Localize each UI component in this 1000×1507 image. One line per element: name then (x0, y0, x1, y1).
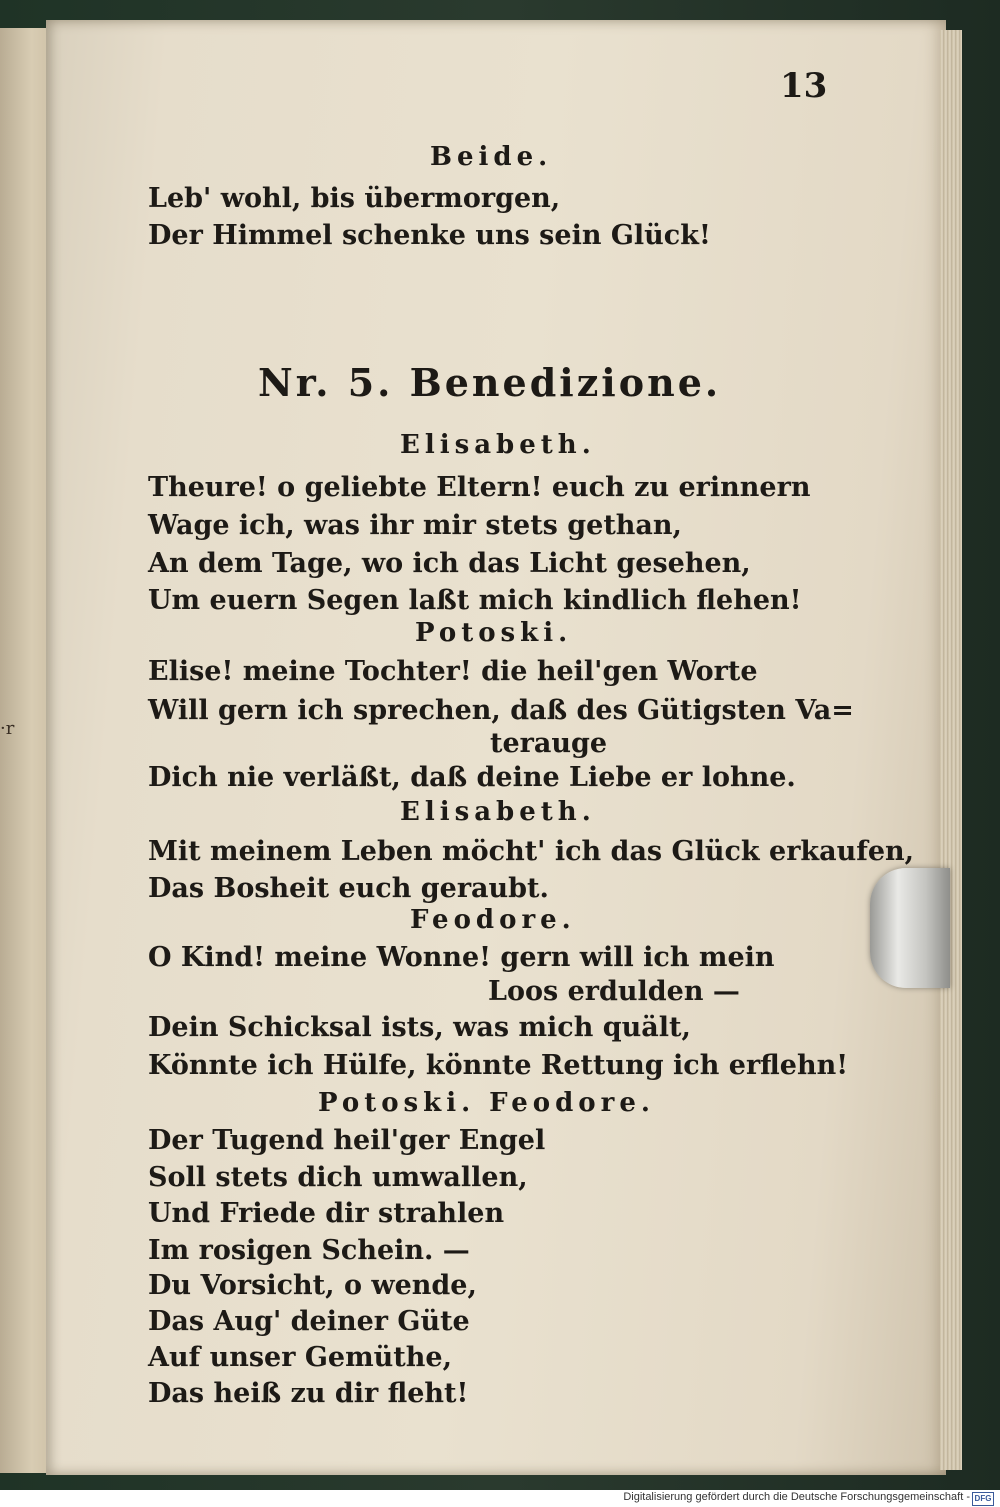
verse-line: Will gern ich sprechen, daß des Gütigsten Va= (148, 695, 854, 726)
verse-line: Theure! o geliebte Eltern! euch zu erinnern (148, 472, 811, 503)
verse-line: Loos erdulden — (488, 976, 740, 1007)
verse-line: Dich nie verläßt, daß deine Liebe er lohne. (148, 762, 796, 793)
verse-line: Elise! meine Tochter! die heil'gen Worte (148, 656, 758, 687)
verse-line: Könnte ich Hülfe, könnte Rettung ich erflehn! (148, 1050, 849, 1081)
verse-line: O Kind! meine Wonne! gern will ich mein (148, 942, 775, 973)
speaker-feodore: Feodore. (410, 905, 576, 935)
verse-line: terauge (490, 728, 608, 759)
speaker-potoski: Potoski. (415, 618, 573, 648)
section-heading: Nr. 5. Benedizione. (258, 360, 722, 405)
speaker-beide: Beide. (430, 142, 553, 172)
verse-line: Du Vorsicht, o wende, (148, 1270, 477, 1301)
verse-line: Das Aug' deiner Güte (148, 1306, 470, 1337)
page-stack-edge (940, 30, 962, 1470)
dfg-logo: DFG (972, 1492, 994, 1506)
verse-line: Und Friede dir strahlen (148, 1198, 505, 1229)
verse-line: Auf unser Gemüthe, (148, 1342, 452, 1373)
verse-line: Im rosigen Schein. — (148, 1235, 470, 1266)
verse-line: Wage ich, was ihr mir stets gethan, (148, 510, 682, 541)
verse-line: Um euern Segen laßt mich kindlich flehen! (148, 585, 802, 616)
footer-credit: Digitalisierung gefördert durch die Deutsche Forschungsgemeinschaft - (623, 1491, 970, 1503)
verse-line: Der Himmel schenke uns sein Glück! (148, 220, 711, 251)
verse-line: An dem Tage, wo ich das Licht gesehen, (148, 548, 751, 579)
verse-line: Der Tugend heil'ger Engel (148, 1125, 546, 1156)
page-number: 13 (780, 66, 828, 106)
verse-line: Das Bosheit euch geraubt. (148, 873, 549, 904)
verse-line: Dein Schicksal ists, was mich quält, (148, 1012, 691, 1043)
verse-line: Mit meinem Leben möcht' ich das Glück erkaufen, (148, 836, 915, 867)
speaker-potoski-feodore: Potoski. Feodore. (318, 1088, 655, 1118)
speaker-elisabeth: Elisabeth. (400, 797, 596, 827)
verse-line: Leb' wohl, bis übermorgen, (148, 183, 561, 214)
page-clip (870, 868, 950, 988)
speaker-elisabeth: Elisabeth. (400, 430, 596, 460)
verse-line: Das heiß zu dir fleht! (148, 1378, 469, 1409)
verse-line: Soll stets dich umwallen, (148, 1162, 528, 1193)
page-mark: ·r (0, 718, 15, 739)
